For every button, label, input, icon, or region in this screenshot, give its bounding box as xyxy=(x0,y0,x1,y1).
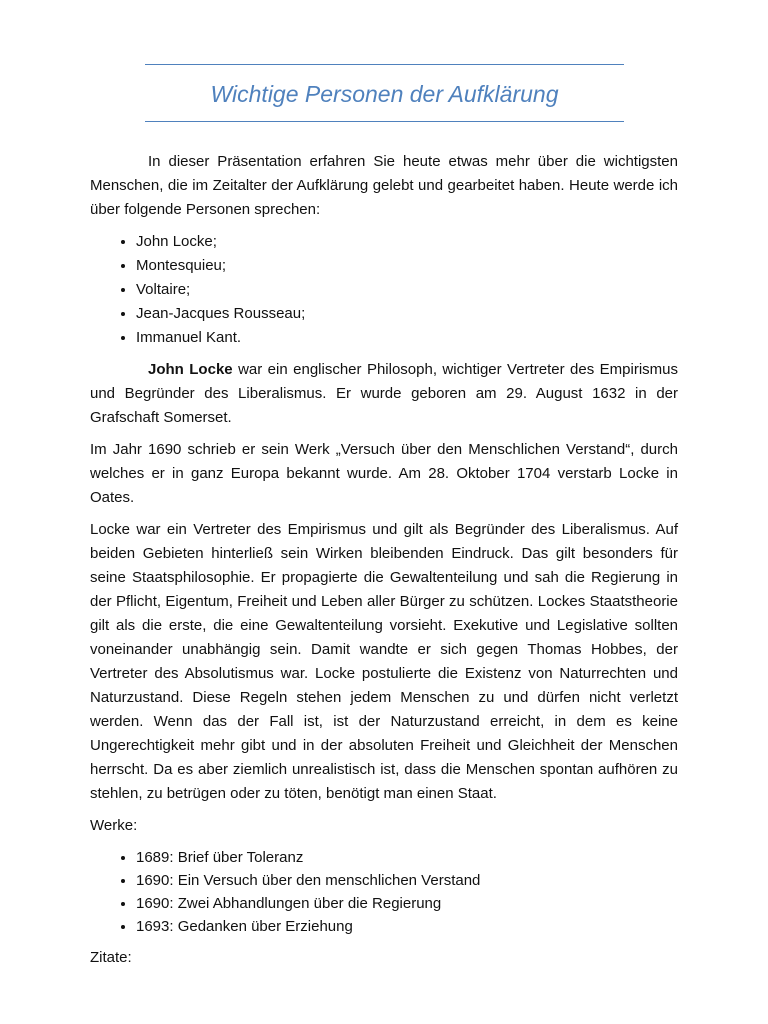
document-body xyxy=(90,150,678,978)
list-item: • Voltaire; xyxy=(136,278,678,302)
list-item: • 1690: Ein Versuch über den menschlichen Verstand xyxy=(136,869,678,892)
list-item: • Montesquieu; xyxy=(136,254,678,278)
locke-intro-text: war ein englischer Philosoph, wichtiger Vertreter des Empirismus und Begründer des Liberalismus. Er wurde geboren am 29. August 1632 in der Grafschaft Somerset. xyxy=(90,361,678,426)
title-block xyxy=(145,64,624,122)
paragraph-philosophy: Locke war ein Vertreter des Empirismus und gilt als Begründer des Liberalismus. Auf beiden Gebieten hinterließ sein Wirken bleibenden Eindruck. Das gilt besonders für seine Staatsphilosophie. Er propagierte die Gewaltenteilung und sah die Regierung in der Pflicht, Eigentum, Freiheit und Leben aller Bürger zu schützen. Lockes Staatstheorie gilt als die erste, die eine Gewaltenteilung vorsieht. Exekutive und Legislative sollten voneinander unabhängig sein. Damit wandte er sich gegen Thomas Hobbes, der Vertreter des Absolutismus war. Locke postulierte die Existenz von Naturrechten und Naturzustand. Diese Regeln stehen jedem Menschen zu und dürfen nicht verletzt werden. Wenn das der Fall ist, ist der Naturzustand erreicht, in dem es keine Ungerechtigkeit mehr gibt und in der absoluten Freiheit und Gleichheit der Menschen herrscht. Da es aber ziemlich unrealistisch ist, dass die Menschen spontan aufhören zu stehlen, zu betrügen oder zu töten, benötigt man einen Staat. xyxy=(90,521,678,802)
locke-name: John Locke xyxy=(148,361,233,378)
paragraph-work-death: Im Jahr 1690 schrieb er sein Werk „Versuch über den Menschlichen Verstand“, durch welches er in ganz Europa bekannt wurde. Am 28. Oktober 1704 verstarb Locke in Oates. xyxy=(90,441,678,506)
quotes-label: Zitate: xyxy=(90,949,132,966)
list-item: • John Locke; xyxy=(136,230,678,254)
locke-intro-paragraph xyxy=(90,358,678,430)
list-item: • 1689: Brief über Toleranz xyxy=(136,846,678,869)
list-item: • Jean-Jacques Rousseau; xyxy=(136,302,678,326)
persons-list xyxy=(90,230,678,350)
list-item: • 1693: Gedanken über Erziehung xyxy=(136,915,678,938)
intro-paragraph: In dieser Präsentation erfahren Sie heute etwas mehr über die wichtigsten Menschen, die im Zeitalter der Aufklärung gelebt und gearbeitet haben. Heute werde ich über folgende Personen sprechen: xyxy=(90,153,678,218)
document-title: Wichtige Personen der Aufklärung xyxy=(210,81,559,107)
list-item: • 1690: Zwei Abhandlungen über die Regierung xyxy=(136,892,678,915)
works-label: Werke: xyxy=(90,817,138,834)
works-list xyxy=(90,846,678,938)
list-item: • Immanuel Kant. xyxy=(136,326,678,350)
